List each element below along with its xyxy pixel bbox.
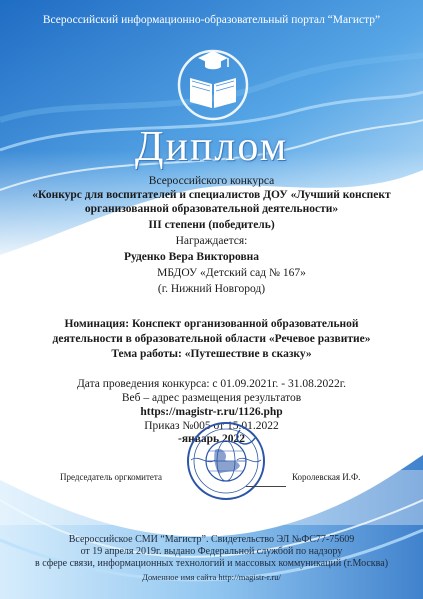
awardee-label: Награждается:: [175, 235, 248, 247]
contest-name-line1: «Конкурс для воспитателей и специалистов ДОУ «Лучший конспект: [32, 189, 391, 201]
globe-stamp-icon: [185, 420, 267, 502]
nomination-line1: Номинация: Конспект организованной образовательной: [64, 318, 359, 330]
results-web-label: Веб – адрес размещения результатов: [121, 392, 302, 404]
order-number: Приказ №005 от 15.01.2022: [144, 420, 279, 432]
signature-name: Королевская И.Ф.: [292, 472, 361, 482]
awardee-city: (г. Нижний Новгород): [157, 283, 266, 295]
degree: III степени (победитель): [148, 219, 275, 231]
footer-line1: Всероссийское СМИ “Магистр”. Свидетельство ЭЛ №ФС77-75609: [68, 534, 355, 545]
results-url: https://magistr-r.ru/1126.php: [140, 406, 283, 418]
signature-role: Председатель оргкомитета: [60, 472, 162, 482]
contest-line: Всероссийского конкурса: [148, 175, 275, 187]
nomination-line2: деятельности в образовательной области «Речевое развитие»: [52, 333, 371, 345]
awardee-name: Руденко Вера Викторовна: [123, 251, 260, 263]
contest-name-line2: организованной образовательной деятельности»: [84, 203, 339, 215]
footer-line3: в сфере связи, информационных технологий и массовых коммуникаций (г.Москва): [34, 558, 389, 569]
portal-header: Всероссийский информационно-образовательный портал “Магистр”: [42, 14, 381, 26]
signature-line: [246, 486, 286, 487]
footer-line2: от 19 апреля 2019г. выдано Федеральной службой по надзору: [80, 546, 343, 557]
awardee-org: МБДОУ «Детский сад № 167»: [157, 267, 306, 279]
work-topic: Тема работы: «Путешествие в сказку»: [111, 348, 312, 360]
contest-dates: Дата проведения конкурса: с 01.09.2021г. - 31.08.2022г.: [76, 378, 347, 390]
diploma-title: Диплом: [134, 124, 289, 170]
footer-domain: Доменное имя сайта http://magistr-r.ru/: [142, 572, 281, 582]
graduation-book-logo-icon: [172, 40, 254, 126]
issue-month: -январь 2022: [178, 433, 245, 445]
